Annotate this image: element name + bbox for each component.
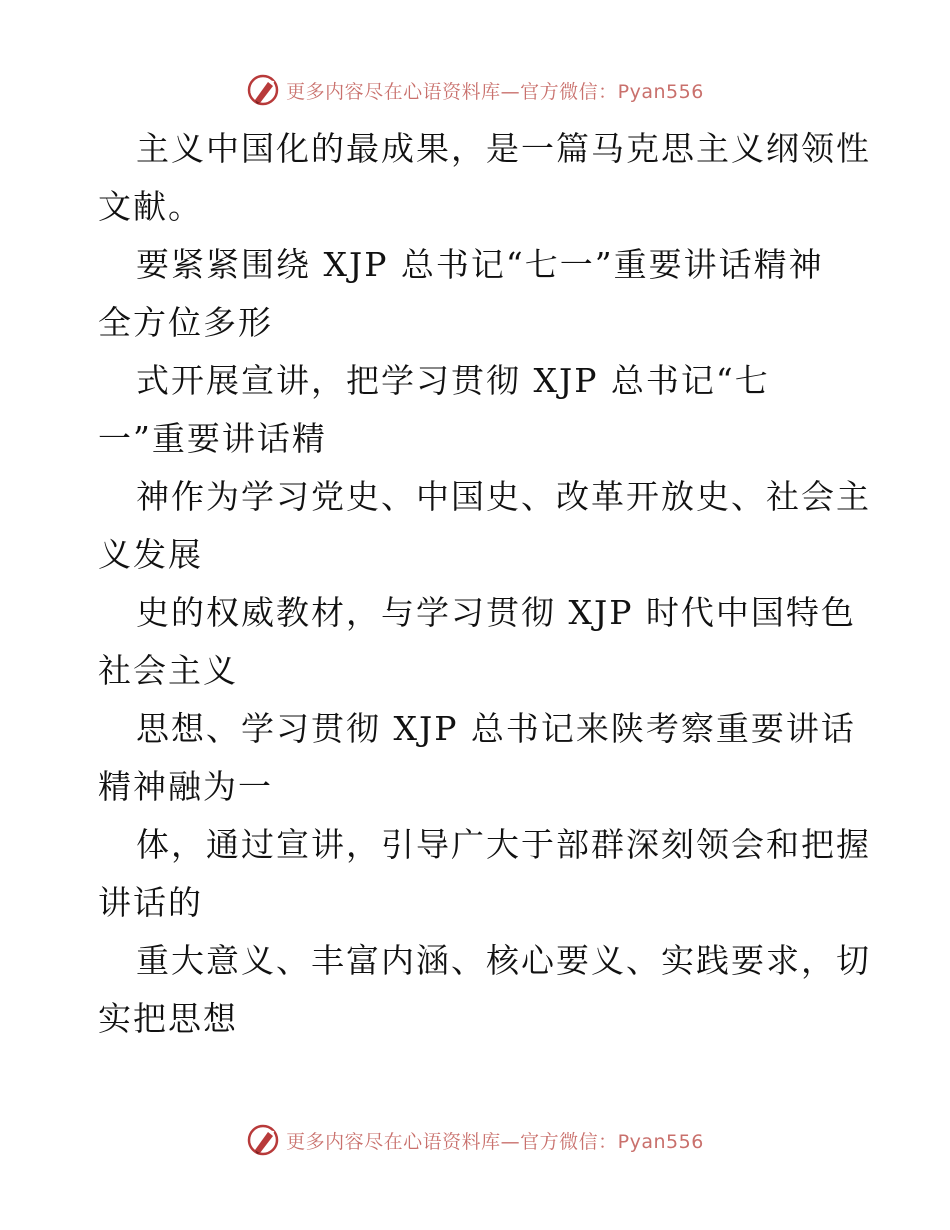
text-line: 一”重要讲话精	[98, 419, 327, 458]
text-line: 讲话的	[98, 883, 203, 922]
text-line: 式开展宣讲，把学习贯彻 XJP 总书记“七	[136, 361, 770, 400]
text-line: 重大意义、丰富内涵、核心要义、实践要求，切	[136, 941, 871, 980]
text-line: 社会主义	[98, 651, 238, 690]
text-line: 史的权威教材，与学习贯彻 XJP 时代中国特色	[136, 593, 856, 632]
text-line: 要紧紧围绕 XJP 总书记“七一”重要讲话精神	[136, 245, 824, 284]
footer-watermark-text: 更多内容尽在心语资料库—官方微信：Pyan556	[286, 1130, 704, 1153]
text-line: 体，通过宣讲，引导广大于部群深刻领会和把握	[136, 825, 871, 864]
text-line: 全方位多形	[98, 303, 273, 342]
text-line: 精神融为一	[98, 767, 273, 806]
footer-watermark-banner	[0, 1120, 950, 1160]
text-line: 思想、学习贯彻 XJP 总书记来陕考察重要讲话	[136, 709, 856, 748]
text-line: 文献。	[98, 187, 203, 226]
pen-logo-icon	[246, 1123, 280, 1157]
pen-logo-icon	[246, 73, 280, 107]
text-line: 义发展	[98, 535, 203, 574]
header-watermark-banner	[0, 70, 950, 110]
text-line: 实把思想	[98, 999, 238, 1038]
text-line: 神作为学习党史、中国史、改革开放史、社会主	[136, 477, 871, 516]
header-watermark-text: 更多内容尽在心语资料库—官方微信：Pyan556	[286, 80, 704, 103]
document-body	[98, 120, 871, 1048]
text-line: 主义中国化的最成果，是一篇马克思主义纲领性	[136, 129, 871, 168]
